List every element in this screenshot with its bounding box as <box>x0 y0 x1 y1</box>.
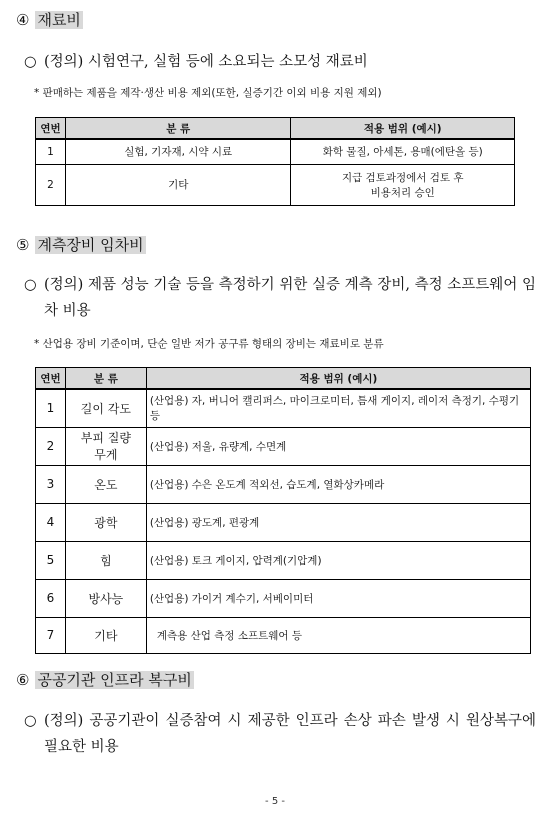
section-number: ④ <box>16 11 30 29</box>
cell-scope: (산업용) 자, 버니어 캘리퍼스, 마이크로미터, 틈새 게이지, 레이저 측정기, 수평기 등 <box>146 389 530 427</box>
bullet-circle: ○ <box>24 54 37 70</box>
cell-category <box>65 427 146 465</box>
cell-scope <box>291 164 515 205</box>
table-row <box>36 164 515 205</box>
table-materials <box>35 117 515 206</box>
cell-no: 7 <box>36 617 66 653</box>
page-number: - 5 - <box>265 796 285 807</box>
header-category: 분 류 <box>65 118 291 140</box>
cell-category: 실험, 기자재, 시약 시료 <box>65 139 291 164</box>
cell-category-line: 부피 질량 <box>80 431 131 445</box>
table-row <box>36 139 515 164</box>
cell-scope-line: 비용처리 승인 <box>370 186 435 199</box>
cell-category: 길이 각도 <box>65 389 146 427</box>
definition-text: (정의) 시험연구, 실험 등에 소요되는 소모성 재료비 <box>44 54 368 70</box>
header-category: 분 류 <box>65 368 146 390</box>
definition-materials <box>24 49 536 75</box>
table-row <box>36 503 531 541</box>
cell-scope: 계측용 산업 측정 소프트웨어 등 <box>146 617 530 653</box>
definition-infra-restoration <box>24 708 536 760</box>
header-no: 연번 <box>36 118 66 140</box>
cell-category: 기타 <box>65 617 146 653</box>
cell-no: 2 <box>36 164 66 205</box>
table-row <box>36 427 531 465</box>
cell-scope: (산업용) 토크 게이지, 압력계(기압계) <box>146 541 530 579</box>
cell-no: 1 <box>36 139 66 164</box>
table-row <box>36 541 531 579</box>
definition-text: (정의) 공공기관이 실증참여 시 제공한 인프라 손상 파손 발생 시 원상복구에 필요한 비용 <box>44 713 536 755</box>
cell-scope: 화학 물질, 아세톤, 용매(에탄올 등) <box>291 139 515 164</box>
cell-no: 6 <box>36 579 66 617</box>
table-row <box>36 617 531 653</box>
note-equipment-rental: * 산업용 장비 기준이며, 단순 일반 저가 공구류 형태의 장비는 재료비로 분류 <box>34 338 384 350</box>
cell-no: 5 <box>36 541 66 579</box>
section-title-text: 재료비 <box>37 11 81 29</box>
cell-scope-line: 지급 검토과정에서 검토 후 <box>341 171 464 184</box>
table-row <box>36 579 531 617</box>
cell-category: 온도 <box>65 465 146 503</box>
cell-no: 1 <box>36 389 66 427</box>
bullet-circle: ○ <box>24 277 37 293</box>
cell-category: 방사능 <box>65 579 146 617</box>
section-title-materials <box>16 10 83 30</box>
cell-scope: (산업용) 저울, 유량계, 수면계 <box>146 427 530 465</box>
cell-no: 3 <box>36 465 66 503</box>
section-number: ⑥ <box>16 671 30 689</box>
note-materials: * 판매하는 제품을 제작·생산 비용 제외(또한, 실증기간 이외 비용 지원 제외) <box>34 87 382 99</box>
section-title-infra-restoration <box>16 670 194 690</box>
section-title-text: 공공기관 인프라 복구비 <box>37 671 192 689</box>
cell-category: 힘 <box>65 541 146 579</box>
cell-no: 2 <box>36 427 66 465</box>
section-title-text: 계측장비 임차비 <box>37 236 144 254</box>
cell-scope: (산업용) 가이거 계수기, 서베이미터 <box>146 579 530 617</box>
table-equipment-rental <box>35 367 531 654</box>
section-title-equipment-rental <box>16 235 146 255</box>
section-number: ⑤ <box>16 236 30 254</box>
header-scope: 적용 범위 (예시) <box>291 118 515 140</box>
table-row <box>36 465 531 503</box>
bullet-circle: ○ <box>24 713 37 729</box>
definition-text: (정의) 제품 성능 기술 등을 측정하기 위한 실증 계측 장비, 측정 소프트웨어 임차 비용 <box>44 277 536 319</box>
header-scope: 적용 범위 (예시) <box>146 368 530 390</box>
cell-scope: (산업용) 수은 온도계 적외선, 습도계, 열화상카메라 <box>146 465 530 503</box>
cell-category-line: 무게 <box>94 448 118 462</box>
cell-category: 광학 <box>65 503 146 541</box>
cell-scope: (산업용) 광도계, 편광계 <box>146 503 530 541</box>
definition-equipment-rental <box>24 272 536 324</box>
table-row <box>36 389 531 427</box>
cell-category: 기타 <box>65 164 291 205</box>
cell-no: 4 <box>36 503 66 541</box>
header-no: 연번 <box>36 368 66 390</box>
